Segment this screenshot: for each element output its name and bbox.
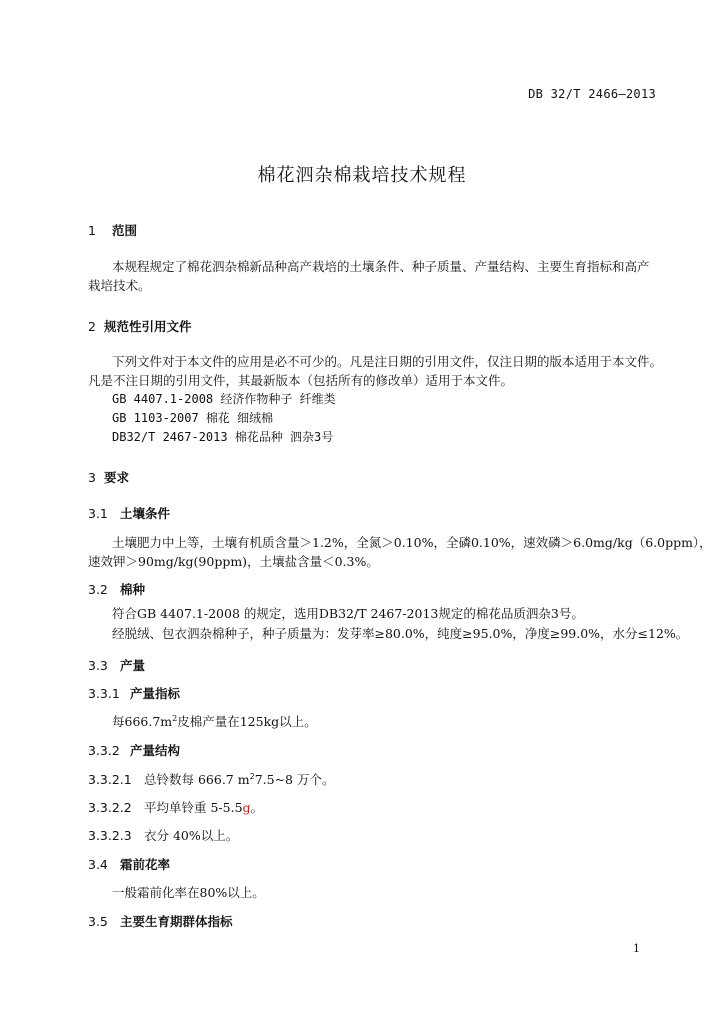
section-title: 规范性引用文件 [104, 319, 192, 334]
section-number: 3.1 [88, 506, 108, 521]
text-part: 平均单铃重 5-5.5 [144, 800, 243, 815]
section-3-4-text: 一般霜前化率在80%以上。 [112, 885, 265, 900]
section-number: 3.3.2.3 [88, 828, 132, 843]
section-title: 要求 [104, 470, 130, 485]
section-2-line-2: 凡是不注日期的引用文件，其最新版本（包括所有的修改单）适用于本文件。 [88, 373, 514, 388]
text-part: 7.5~8 万个。 [254, 772, 335, 787]
section-title: 霜前花率 [120, 857, 171, 872]
section-3-4-heading [88, 855, 170, 873]
reference-item: GB 1103-2007 棉花 细绒棉 [112, 411, 274, 425]
section-title: 土壤条件 [120, 506, 171, 521]
section-2-heading [88, 317, 192, 335]
section-number: 3.2 [88, 582, 108, 597]
text-part: 皮棉产量在125kg以上。 [177, 714, 317, 729]
section-3-2-line-1: 符合GB 4407.1-2008 的规定，选用DB32/T 2467-2013规定的棉花品质泗杂3号。 [112, 606, 584, 621]
section-3-1-line-2: 速效钾＞90mg/kg(90ppm)，土壤盐含量＜0.3%。 [88, 554, 379, 569]
section-number: 3.3.2.1 [88, 772, 132, 787]
section-title: 棉种 [120, 582, 146, 597]
section-3-5-heading [88, 912, 233, 930]
reference-item: GB 4407.1-2008 经济作物种子 纤维类 [112, 392, 336, 406]
superscript: 2 [249, 771, 255, 781]
section-1-line-1: 本规程规定了棉花泗杂棉新品种高产栽培的土壤条件、种子质量、产量结构、主要生育指标和高产 [112, 259, 650, 274]
section-number: 3.3.2 [88, 743, 120, 758]
section-title: 产量 [120, 658, 146, 673]
section-2-line-1: 下列文件对于本文件的应用是必不可少的。凡是注日期的引用文件，仅注日期的版本适用于本文件。 [112, 354, 663, 369]
section-3-2-line-2: 经脱绒、包衣泗杂棉种子，种子质量为：发芽率≥80.0%，纯度≥95.0%，净度≥99.0%，水分≤12%。 [112, 626, 689, 641]
section-number: 3.3.1 [88, 686, 120, 701]
section-number: 3.5 [88, 914, 108, 929]
superscript: 2 [172, 713, 178, 723]
section-number: 3 [88, 470, 96, 485]
section-3-3-1-heading [88, 684, 180, 702]
section-number: 3.4 [88, 857, 108, 872]
section-title: 产量结构 [130, 743, 181, 758]
section-title: 产量指标 [130, 686, 181, 701]
reference-item: DB32/T 2467-2013 棉花品种 泗杂3号 [112, 430, 334, 444]
section-number: 2 [88, 319, 96, 334]
text-part: 总铃数每 666.7 m [144, 772, 250, 787]
section-3-1-line-1: 土壤肥力中上等，土壤有机质含量＞1.2%，全氮＞0.10%，全磷0.10%，速效磷＞6.0mg/kg（6.0ppm）， [112, 535, 712, 550]
standard-code: DB 32/T 2466—2013 [528, 87, 656, 101]
section-3-1-heading [88, 504, 170, 522]
text-part: 。 [250, 800, 264, 815]
section-3-3-2-3 [88, 826, 238, 844]
section-3-3-2-2 [88, 798, 263, 816]
text-part: 每666.7m [112, 714, 173, 729]
section-3-3-heading [88, 656, 145, 674]
document-title: 棉花泗杂棉栽培技术规程 [257, 165, 467, 186]
section-3-3-1-text [112, 712, 317, 730]
section-title: 主要生育期群体指标 [120, 914, 233, 929]
section-3-2-heading [88, 580, 145, 598]
section-title: 范围 [112, 223, 138, 238]
section-1-line-2: 栽培技术。 [88, 278, 151, 293]
section-number: 1 [88, 223, 96, 238]
text-part: 衣分 40%以上。 [144, 828, 239, 843]
section-number: 3.3 [88, 658, 108, 673]
section-3-3-2-heading [88, 741, 180, 759]
section-1-heading [88, 221, 137, 239]
section-number: 3.3.2.2 [88, 800, 132, 815]
section-3-3-2-1 [88, 770, 334, 788]
highlighted-unit: g [242, 800, 251, 815]
section-3-heading [88, 468, 129, 486]
page-number: 1 [633, 942, 640, 955]
